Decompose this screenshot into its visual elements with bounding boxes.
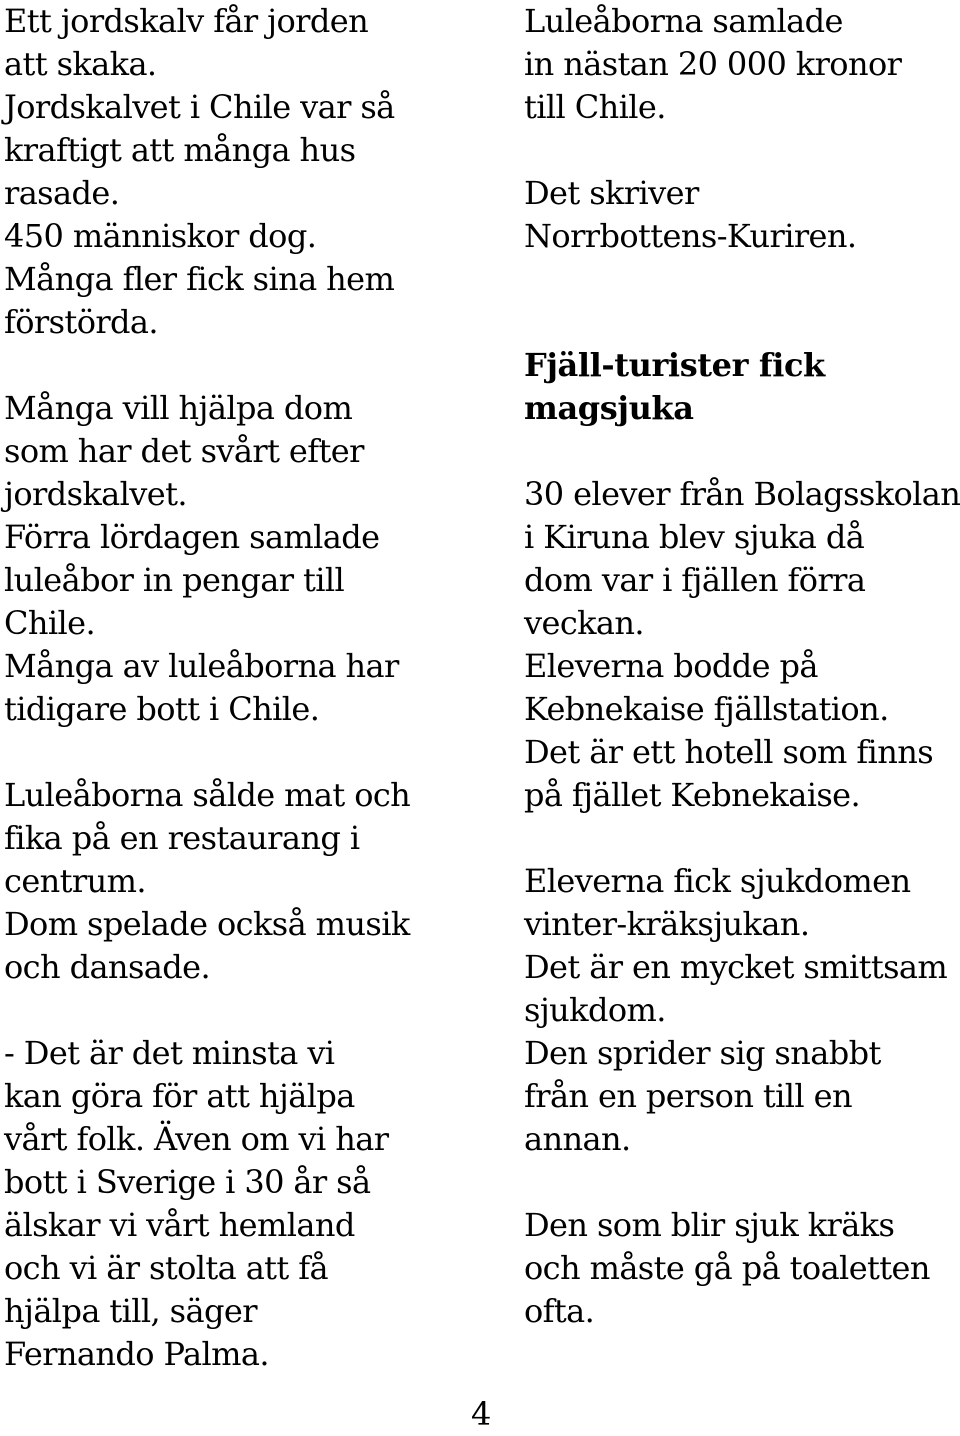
- text-line: Luleåborna sålde mat och: [4, 776, 411, 814]
- paragraph-gap: [524, 129, 960, 172]
- text-line: till Chile.: [524, 88, 666, 126]
- text-line: luleåbor in pengar till: [4, 561, 345, 599]
- text-line: Norrbottens-Kuriren.: [524, 217, 857, 255]
- text-line: kan göra för att hjälpa: [4, 1077, 355, 1115]
- paragraph-students-sick: [524, 473, 960, 817]
- text-line: ofta.: [524, 1292, 595, 1330]
- paragraph-gap: [524, 430, 960, 473]
- text-line: som har det svårt efter: [4, 432, 364, 470]
- text-line: 30 elever från Bolagsskolan: [524, 475, 960, 513]
- text-line: dom var i fjällen förra: [524, 561, 866, 599]
- text-line: Det är en mycket smittsam: [524, 948, 948, 986]
- paragraph-earthquake-intro: [4, 0, 484, 344]
- text-line: Många vill hjälpa dom: [4, 389, 353, 427]
- text-line: älskar vi vårt hemland: [4, 1206, 355, 1244]
- text-line: och måste gå på toaletten: [524, 1249, 930, 1287]
- text-line: 450 människor dog.: [4, 217, 317, 255]
- text-line: Den som blir sjuk kräks: [524, 1206, 895, 1244]
- text-line: Dom spelade också musik: [4, 905, 410, 943]
- text-line: Kebnekaise fjällstation.: [524, 690, 889, 728]
- text-line: Eleverna fick sjukdomen: [524, 862, 911, 900]
- paragraph-gap: [524, 301, 960, 344]
- text-line: - Det är det minsta vi: [4, 1034, 335, 1072]
- paragraph-gap: [524, 1161, 960, 1204]
- text-line: Luleåborna samlade: [524, 2, 843, 40]
- text-line: sjukdom.: [524, 991, 666, 1029]
- heading-line: magsjuka: [524, 389, 694, 427]
- text-line: från en person till en: [524, 1077, 852, 1115]
- text-line: annan.: [524, 1120, 631, 1158]
- text-line: Det är ett hotell som finns: [524, 733, 934, 771]
- paragraph-gap: [524, 258, 960, 301]
- page-number: 4: [471, 1395, 492, 1433]
- text-line: in nästan 20 000 kronor: [524, 45, 902, 83]
- paragraph-collection-total: [524, 0, 960, 129]
- paragraph-help-collection: [4, 387, 484, 731]
- paragraph-source: [524, 172, 960, 258]
- right-article-column: [524, 0, 960, 1333]
- text-line: på fjället Kebnekaise.: [524, 776, 861, 814]
- text-line: veckan.: [524, 604, 644, 642]
- paragraph-restaurant: [4, 774, 484, 989]
- paragraph-gap: [4, 731, 484, 774]
- paragraph-gap: [524, 817, 960, 860]
- left-article-column: [4, 0, 484, 1376]
- paragraph-gap: [4, 989, 484, 1032]
- text-line: Chile.: [4, 604, 96, 642]
- text-line: Förra lördagen samlade: [4, 518, 380, 556]
- article-heading: [524, 344, 960, 430]
- text-line: och vi är stolta att få: [4, 1249, 328, 1287]
- text-line: bott i Sverige i 30 år så: [4, 1163, 371, 1201]
- text-line: Många fler fick sina hem: [4, 260, 395, 298]
- text-line: och dansade.: [4, 948, 211, 986]
- text-line: hjälpa till, säger: [4, 1292, 257, 1330]
- text-line: centrum.: [4, 862, 146, 900]
- text-line: Många av luleåborna har: [4, 647, 399, 685]
- paragraph-gap: [4, 344, 484, 387]
- text-line: fika på en restaurang i: [4, 819, 360, 857]
- text-line: tidigare bott i Chile.: [4, 690, 320, 728]
- paragraph-quote: [4, 1032, 484, 1376]
- text-line: Fernando Palma.: [4, 1335, 269, 1373]
- text-line: att skaka.: [4, 45, 157, 83]
- heading-line: Fjäll-turister fick: [524, 346, 825, 384]
- text-line: i Kiruna blev sjuka då: [524, 518, 865, 556]
- paragraph-symptoms: [524, 1204, 960, 1333]
- text-line: Ett jordskalv får jorden: [4, 2, 369, 40]
- text-line: förstörda.: [4, 303, 158, 341]
- text-line: Det skriver: [524, 174, 699, 212]
- text-line: rasade.: [4, 174, 120, 212]
- text-line: vårt folk. Även om vi har: [4, 1120, 389, 1158]
- paragraph-disease: [524, 860, 960, 1161]
- text-line: jordskalvet.: [4, 475, 187, 513]
- text-line: vinter-kräksjukan.: [524, 905, 810, 943]
- text-line: Den sprider sig snabbt: [524, 1034, 881, 1072]
- text-line: Jordskalvet i Chile var så: [4, 88, 395, 126]
- text-line: kraftigt att många hus: [4, 131, 356, 169]
- text-line: Eleverna bodde på: [524, 647, 818, 685]
